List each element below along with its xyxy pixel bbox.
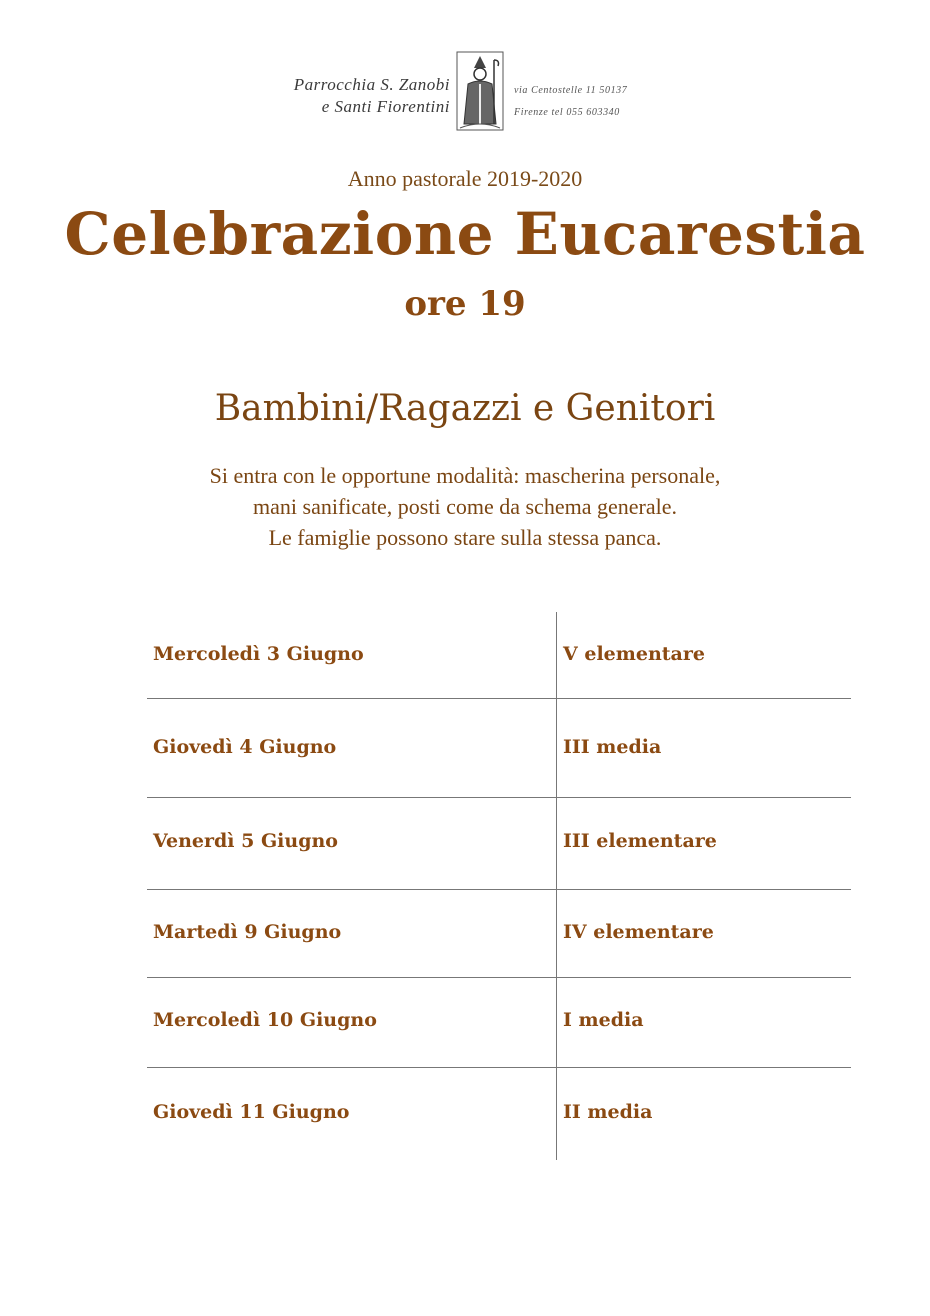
saint-bishop-icon — [454, 50, 506, 132]
instructions-line: mani sanificate, posti come da schema generale. — [253, 494, 677, 519]
row-divider — [147, 1067, 851, 1068]
schedule-group: V elementare — [563, 643, 705, 665]
schedule-group: I media — [563, 1009, 644, 1031]
address-line1: via Centostelle 11 50137 — [514, 85, 628, 96]
row-divider — [147, 698, 851, 699]
instructions — [100, 460, 830, 553]
parish-name — [270, 74, 450, 118]
schedule-group: III elementare — [563, 830, 717, 852]
schedule-date: Giovedì 11 Giugno — [153, 1101, 350, 1123]
address-line2: Firenze tel 055 603340 — [514, 107, 620, 118]
schedule-date: Venerdì 5 Giugno — [153, 830, 338, 852]
schedule-date: Mercoledì 3 Giugno — [153, 643, 364, 665]
row-divider — [147, 977, 851, 978]
schedule-date: Martedì 9 Giugno — [153, 921, 342, 943]
schedule-date: Giovedì 4 Giugno — [153, 736, 337, 758]
audience-subtitle: Bambini/Ragazzi e Genitori — [214, 388, 716, 429]
instructions-line: Le famiglie possono stare sulla stessa panca. — [268, 525, 662, 550]
pastoral-year: Anno pastorale 2019-2020 — [347, 166, 583, 191]
celebration-time: ore 19 — [404, 284, 526, 324]
parish-name-line2: e Santi Fiorentini — [321, 97, 450, 116]
letterhead — [0, 46, 930, 136]
row-divider — [147, 889, 851, 890]
schedule-table — [147, 612, 851, 1160]
page-title: Celebrazione Eucarestia — [64, 200, 866, 268]
schedule-date: Mercoledì 10 Giugno — [153, 1009, 377, 1031]
parish-name-line1: Parrocchia S. Zanobi — [293, 75, 450, 94]
schedule-group: II media — [563, 1101, 653, 1123]
column-divider — [556, 612, 557, 1160]
schedule-group: III media — [563, 736, 662, 758]
parish-address — [514, 80, 684, 124]
row-divider — [147, 797, 851, 798]
schedule-group: IV elementare — [563, 921, 714, 943]
instructions-line: Si entra con le opportune modalità: mascherina personale, — [209, 463, 721, 488]
